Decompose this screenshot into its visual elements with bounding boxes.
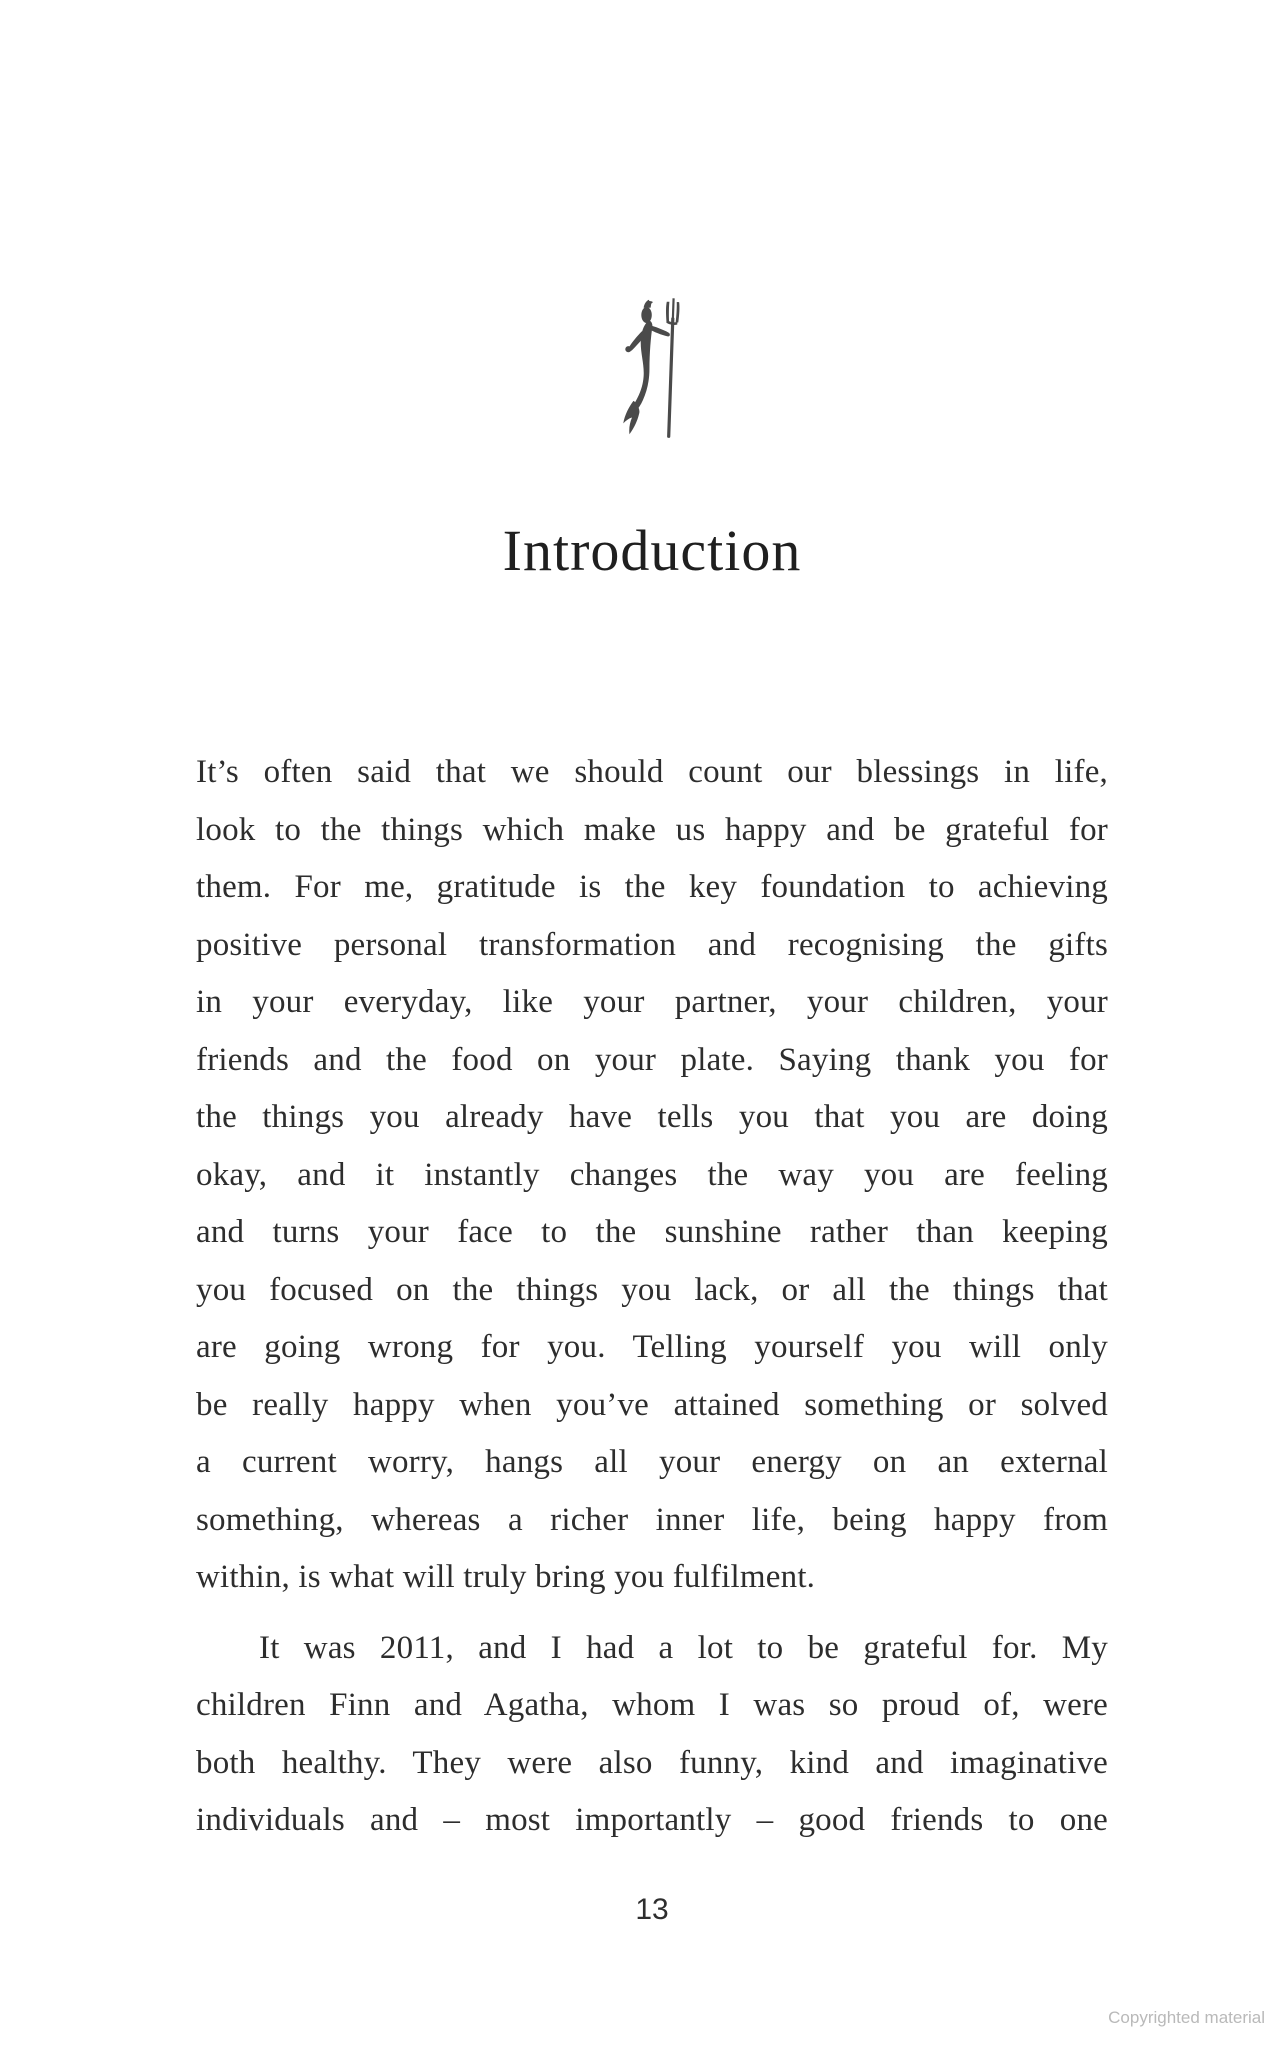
text-line: within, is what will truly bring you fulfilment. [196, 1559, 816, 1595]
text-line: look to the things which make us happy and be grateful for [196, 811, 1108, 848]
paragraph [196, 744, 1108, 1607]
text-line: in your everyday, like your partner, your children, your [196, 984, 1108, 1020]
text-line: friends and the food on your plate. Saying thank you for [196, 1041, 1108, 1078]
merman-with-trident-icon [616, 298, 680, 444]
text-line: them. For me, gratitude is the key foundation to achieving [196, 869, 1108, 905]
paragraph [196, 1620, 1108, 1850]
text-line: both healthy. They were also funny, kind and imaginative [196, 1744, 1108, 1781]
text-line: a current worry, hangs all your energy on an external [196, 1444, 1108, 1480]
text-line: the things you already have tells you that you are doing [196, 1099, 1108, 1135]
text-line: you focused on the things you lack, or all the things that [196, 1271, 1108, 1308]
chapter-title: Introduction [502, 517, 802, 583]
text-line: children Finn and Agatha, whom I was so proud of, were [196, 1687, 1108, 1723]
text-line: something, whereas a richer inner life, being happy from [196, 1501, 1108, 1538]
text-line: individuals and – most importantly – good friends to one [196, 1802, 1108, 1838]
copyright-watermark: Copyrighted material [1108, 2008, 1265, 2027]
text-line: okay, and it instantly changes the way you are feeling [196, 1156, 1108, 1193]
text-line: positive personal transformation and recognising the gifts [196, 926, 1108, 963]
text-line: It was 2011, and I had a lot to be grateful for. My [259, 1629, 1108, 1666]
text-line: be really happy when you’ve attained something or solved [196, 1386, 1108, 1423]
page-number: 13 [635, 1893, 669, 1926]
text-line: are going wrong for you. Telling yourself you will only [196, 1329, 1108, 1365]
text-line: It’s often said that we should count our blessings in life, [196, 754, 1108, 790]
text-line: and turns your face to the sunshine rather than keeping [196, 1214, 1108, 1250]
body-text [196, 744, 1108, 1850]
